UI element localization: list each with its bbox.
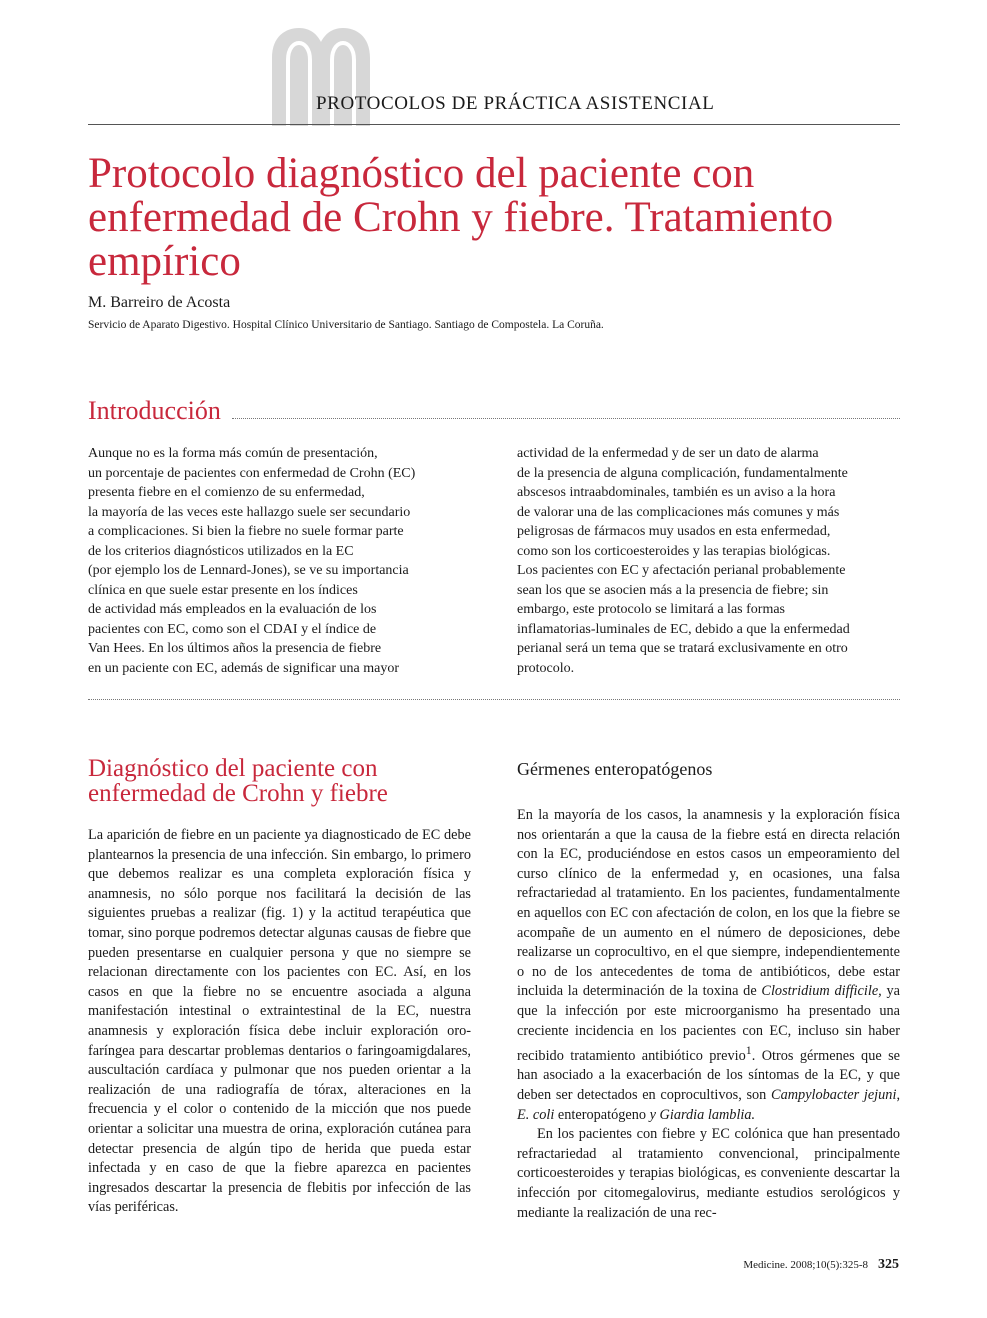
germs-paragraph-1 <box>517 806 900 1125</box>
intro-heading: Introducción <box>88 396 221 425</box>
intro-line: como son los corticoesteroides y las terapias biológicas. <box>517 543 831 559</box>
intro-line: (por ejemplo los de Lennard-Jones), se ve su importancia <box>88 563 409 578</box>
intro-left-column <box>88 444 468 678</box>
text-run: En la mayoría de los casos, la anamnesis y la exploración física nos orientarán a que la causa de la fiebre está en directa relación con la EC, produciéndose en estos casos un empeoramiento del curso clínico de la enfermedad y, en ocasiones, una falsa refractariedad al tratamiento. En los pacientes, fundamentalmente en aquellos con EC con afectación de colon, en los que la fiebre se acompañe de un aumento en el número de deposiciones, debe realizarse un coprocultivo, en el que siempre, independientemente o no de los antecedentes de toma de antibióticos, debe estar incluida la determinación de la toxina de <box>517 807 900 1000</box>
affiliation: Servicio de Aparato Digestivo. Hospital Clínico Universitario de Santiago. Santiago de Compostela. La Coruña. <box>88 319 604 331</box>
intro-right-column <box>517 444 897 678</box>
intro-line: un porcentaje de pacientes con enfermedad de Crohn (EC) <box>88 465 416 481</box>
germs-paragraph-2: En los pacientes con fiebre y EC colónica que han presentado refractariedad al tratamiento convencional, principalmente corticoesteroides y terapias biológicas, es conveniente descartar la infección por citomegalovirus, mediante estudios serológicos y mediante la realización de una rec- <box>517 1126 900 1221</box>
intro-line: abscesos intraabdominales, también es un aviso a la hora <box>517 485 836 500</box>
italic-run: E. coli <box>517 1106 555 1123</box>
reference-mark: 1 <box>745 1043 752 1058</box>
article-title: Protocolo diagnóstico del paciente con enfermedad de Crohn y fiebre. Tratamiento empírico <box>88 150 834 285</box>
intro-line: de valorar una de las complicaciones más comunes y más <box>517 504 840 520</box>
diagnosis-paragraph: La aparición de fiebre en un paciente ya diagnosticado de EC debe plantearnos la presencia de una infección. Sin embargo, lo primero que debemos realizar es una completa exploración física y anamnesis, no sólo porque nos facilitará la decisión de las siguientes pruebas a realizar (fig. 1) y la actitud terapéutica que tomar, sino porque podremos detectar algunas causas de fiebre que pueden presentarse en cualquier persona y que no siempre se relacionan directamente con los pacientes con EC. Así, en los casos en que la fiebre no se encuentre asociada a alguna manifestación intestinal o extraintestinal de la EC, nuestra anamnesis y exploración física debe incluir exploración oro-faríngea para descartar problemas dentarios o faringoamigdalares, auscultación cardíaca y pulmonar que nos pueden orientar a la realización de una radiografía de tórax, alteraciones en la frecuencia y el color o contenido de la micción que nos puede orientar a solicitar una muestra de orina, exploración cutánea para detectar presencia de algún tipo de herida que pueda estar infectada y en caso de que la fiebre aparezca en pacientes ingresados descartar la presencia de flebitis por infección de las vías periféricas. <box>88 827 471 1216</box>
text-run: . Otros gérmenes que se han asociado a la exacerbación de los síntomas de la EC, y que deben ser detectados en coprocultivos, son <box>517 1047 900 1104</box>
dotted-rule <box>232 418 900 419</box>
germs-heading: Gérmenes enteropatógenos <box>517 759 713 779</box>
intro-line: a complicaciones. Si bien la fiebre no suele formar parte <box>88 524 404 539</box>
text-run: ya que la infección por este microorganismo ha presentado una creciente incidencia en los pacientes con EC, incluso sin haber recibido tratamiento antibiótico previo <box>517 983 900 1064</box>
author: M. Barreiro de Acosta <box>88 294 231 311</box>
intro-line: pacientes con EC, como son el CDAI y el índice de <box>88 621 377 637</box>
intro-line: protocolo. <box>517 660 575 676</box>
germs-body <box>517 806 900 1223</box>
citation: Medicine. 2008;10(5):325-8 <box>743 1259 868 1271</box>
italic-run: y Giardia lamblia. <box>649 1106 756 1123</box>
intro-line: de la presencia de alguna complicación, fundamentalmente <box>517 465 848 481</box>
section-label: PROTOCOLOS DE PRÁCTICA ASISTENCIAL <box>316 93 715 114</box>
intro-line: actividad de la enfermedad y de ser un dato de alarma <box>517 446 819 461</box>
text-run: , <box>896 1087 901 1104</box>
intro-line: perianal será un tema que se tratará exclusivamente en otro <box>517 641 848 656</box>
text-run: enteropatógeno <box>554 1106 650 1123</box>
diagnosis-heading: Diagnóstico del paciente con enfermedad de Crohn y fiebre <box>88 755 388 807</box>
intro-line: inflamatorias-luminales de EC, debido a que la enfermedad <box>517 621 850 637</box>
page-number: 325 <box>878 1257 899 1272</box>
intro-line: de actividad más empleados en la evaluación de los <box>88 602 377 617</box>
header-rule <box>88 124 900 125</box>
intro-line: peligrosas de fármacos muy usados en esta enfermedad, <box>517 524 831 539</box>
intro-line: Aunque no es la forma más común de presentación, <box>88 446 378 461</box>
italic-run: Campylobacter jejuni <box>771 1087 897 1104</box>
intro-line: Los pacientes con EC y afectación perianal probablemente <box>517 563 846 578</box>
intro-line: de los criterios diagnósticos utilizados en la EC <box>88 543 354 559</box>
intro-line: en un paciente con EC, además de significar una mayor <box>88 660 399 676</box>
intro-line: sean los que se asocien más a la presencia de fiebre; sin <box>517 582 829 598</box>
intro-line: presenta fiebre en el comienzo de su enfermedad, <box>88 485 365 500</box>
dotted-rule <box>88 699 900 700</box>
diagnosis-body <box>88 826 471 1218</box>
intro-line: clínica en que suele estar presente en los índices <box>88 582 358 598</box>
intro-line: la mayoría de las veces este hallazgo suele ser secundario <box>88 504 411 520</box>
italic-run: Clostridium difficile, <box>761 983 882 1000</box>
intro-line: Van Hees. En los últimos años la presencia de fiebre <box>88 641 382 656</box>
intro-line: embargo, este protocolo se limitará a las formas <box>517 602 785 617</box>
footer <box>743 1257 899 1273</box>
